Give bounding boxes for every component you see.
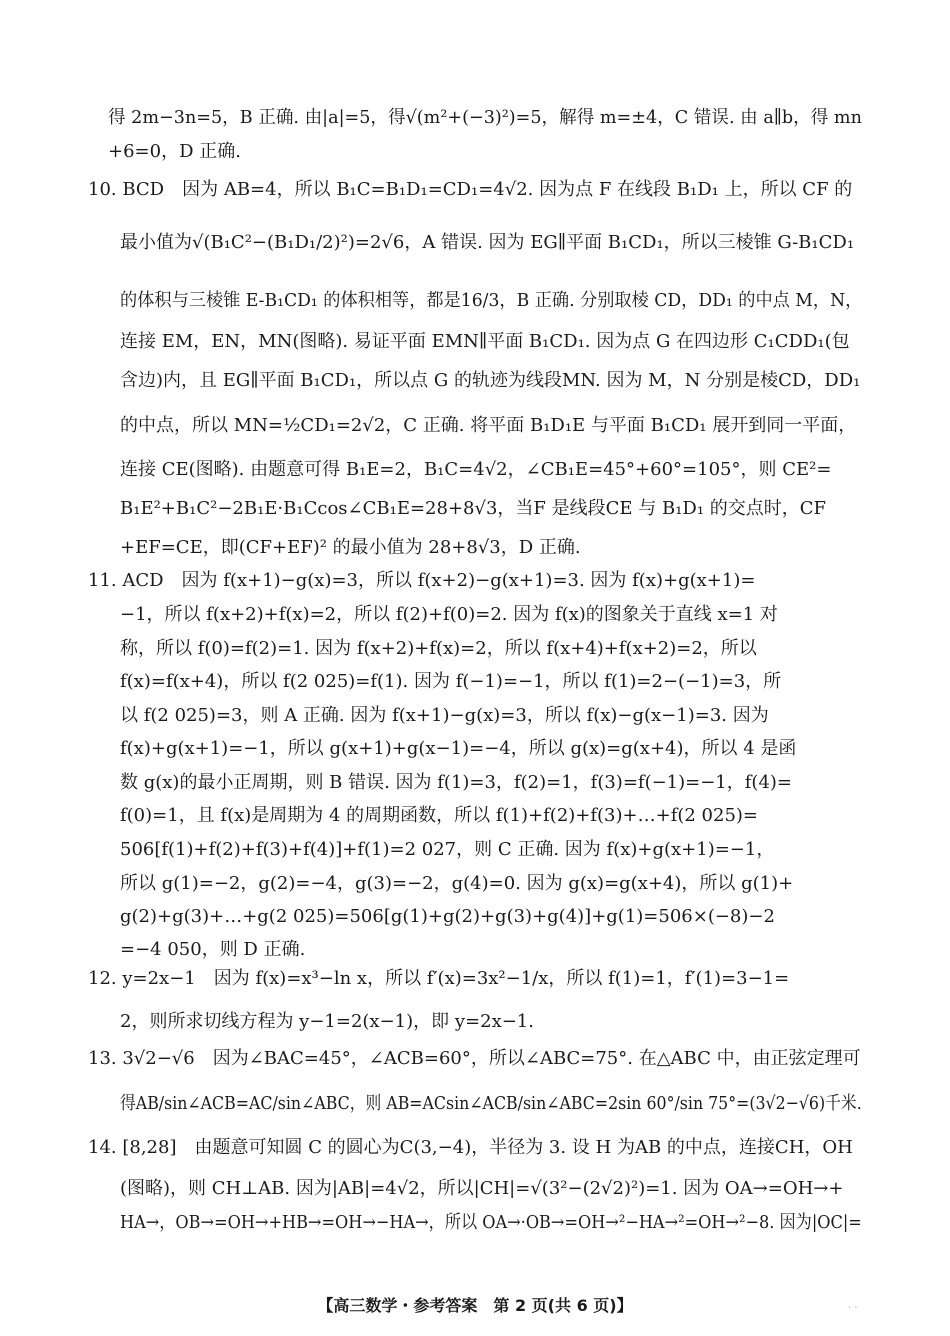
line-text: 11. ACD 因为 f(x+1)−g(x)=3，所以 f(x+2)−g(x+1)=3. 因为 f(x)+g(x+1)= (88, 570, 756, 591)
text-line (0, 1205, 950, 1241)
line-text: 称，所以 f(0)=f(2)=1. 因为 f(x+2)+f(x)=2，所以 f(x+4)+f(x+2)=2，所以 (120, 638, 757, 659)
line-text: =−4 050，则 D 正确. (120, 939, 306, 960)
text-line (0, 530, 950, 566)
line-text: 连接 EM，EN，MN(图略). 易证平面 EMN∥平面 B₁CD₁. 因为点 G 在四边形 C₁CDD₁(包 (120, 331, 850, 352)
text-line (0, 134, 950, 170)
page-footer: 【高三数学・参考答案 第 2 页(共 6 页)】 (317, 1296, 633, 1315)
text-line (0, 1041, 950, 1077)
line-text: 14. [8,28] 由题意可知圆 C 的圆心为C(3,−4)，半径为 3. 设 H 为AB 的中点，连接CH，OH (88, 1137, 853, 1158)
line-text: 的中点，所以 MN=½CD₁=2√2，C 正确. 将平面 B₁D₁E 与平面 B₁CD₁ 展开到同一平面， (120, 415, 857, 436)
line-text: 2，则所求切线方程为 y−1=2(x−1)，即 y=2x−1. (120, 1011, 534, 1032)
line-text: f(x)+g(x+1)=−1，所以 g(x+1)+g(x−1)=−4，所以 g(x)=g(x+4)，所以 4 是函 (120, 738, 797, 759)
line-text: g(2)+g(3)+…+g(2 025)=506[g(1)+g(2)+g(3)+g(4)]+g(1)=506×(−8)−2 (120, 906, 775, 927)
line-text: 13. 3√2−√6 因为∠BAC=45°，∠ACB=60°，所以∠ABC=75°. 在△ABC 中，由正弦定理可 (88, 1048, 861, 1069)
text-line (0, 597, 950, 633)
line-text: 得 2m−3n=5，B 正确. 由|a|=5，得√(m²+(−3)²)=5，解得 m=±4，C 错误. 由 a∥b，得 mn (108, 107, 862, 128)
line-text: 数 g(x)的最小正周期，则 B 错误. 因为 f(1)=3，f(2)=1，f(3)=f(−1)=−1，f(4)= (120, 772, 793, 793)
line-text: 含边)内，且 EG∥平面 B₁CD₁，所以点 G 的轨迹为线段MN. 因为 M，N 分别是棱CD，DD₁ (120, 370, 861, 391)
text-line (0, 491, 950, 527)
text-line (0, 363, 950, 399)
text-line (0, 866, 950, 902)
text-line (0, 1130, 950, 1166)
text-line (0, 664, 950, 700)
line-text: 所以 g(1)=−2，g(2)=−4，g(3)=−2，g(4)=0. 因为 g(x)=g(x+4)，所以 g(1)+ (120, 873, 794, 894)
text-line (0, 1086, 950, 1122)
line-text: 506[f(1)+f(2)+f(3)+f(4)]+f(1)=2 027，则 C 正确. 因为 f(x)+g(x+1)=−1， (120, 839, 775, 860)
text-line (0, 765, 950, 801)
line-text: 12. y=2x−1 因为 f(x)=x³−ln x，所以 f′(x)=3x²−1/x，所以 f(1)=1，f′(1)=3−1= (88, 968, 790, 989)
text-line (0, 408, 950, 444)
line-text: 最小值为√(B₁C²−(B₁D₁/2)²)=2√6，A 错误. 因为 EG∥平面 B₁CD₁，所以三棱锥 G-B₁CD₁ (120, 232, 855, 253)
text-line (0, 798, 950, 834)
line-text: +6=0，D 正确. (108, 141, 241, 162)
line-text: 得AB/sin∠ACB=AC/sin∠ABC，则 AB=ACsin∠ACB/sin∠ABC=2sin 60°/sin 75°=(3√2−√6)千米. (120, 1093, 862, 1114)
text-line (0, 961, 950, 997)
line-text: f(0)=1，且 f(x)是周期为 4 的周期函数，所以 f(1)+f(2)+f(3)+…+f(2 025)= (120, 805, 759, 826)
text-line (0, 100, 950, 136)
scan-dots: . . (848, 1300, 858, 1311)
text-line (0, 698, 950, 734)
line-text: B₁E²+B₁C²−2B₁E·B₁Ccos∠CB₁E=28+8√3，当F 是线段CE 与 B₁D₁ 的交点时，CF (120, 498, 827, 519)
line-text: 10. BCD 因为 AB=4，所以 B₁C=B₁D₁=CD₁=4√2. 因为点 F 在线段 B₁D₁ 上，所以 CF 的 (88, 179, 853, 200)
text-line (0, 832, 950, 868)
line-text: (图略)，则 CH⊥AB. 因为|AB|=4√2，所以|CH|=√(3²−(2√2)²)=1. 因为 OA→=OH→+ (120, 1178, 844, 1199)
text-line (0, 731, 950, 767)
line-text: +EF=CE，即(CF+EF)² 的最小值为 28+8√3，D 正确. (120, 537, 581, 558)
line-text: f(x)=f(x+4)，所以 f(2 025)=f(1). 因为 f(−1)=−1，所以 f(1)=2−(−1)=3，所 (120, 671, 782, 692)
text-line (0, 631, 950, 667)
line-text: 的体积与三棱锥 E-B₁CD₁ 的体积相等，都是16/3，B 正确. 分别取棱 CD，DD₁ 的中点 M，N， (120, 290, 863, 311)
text-line (0, 324, 950, 360)
line-text: HA→，OB→=OH→+HB→=OH→−HA→，所以 OA→·OB→=OH→²−HA→²=OH→²−8. 因为|OC|= (120, 1212, 862, 1233)
line-text: 以 f(2 025)=3，则 A 正确. 因为 f(x+1)−g(x)=3，所以 f(x)−g(x−1)=3. 因为 (120, 705, 769, 726)
text-line (0, 225, 950, 261)
text-line (0, 452, 950, 488)
line-text: −1，所以 f(x+2)+f(x)=2，所以 f(2)+f(0)=2. 因为 f(x)的图象关于直线 x=1 对 (120, 604, 778, 625)
text-line (0, 563, 950, 599)
text-line (0, 899, 950, 935)
text-line (0, 172, 950, 208)
text-line (0, 1171, 950, 1207)
text-line (0, 283, 950, 319)
text-line (0, 1004, 950, 1040)
line-text: 连接 CE(图略). 由题意可得 B₁E=2，B₁C=4√2，∠CB₁E=45°+60°=105°，则 CE²= (120, 459, 832, 480)
